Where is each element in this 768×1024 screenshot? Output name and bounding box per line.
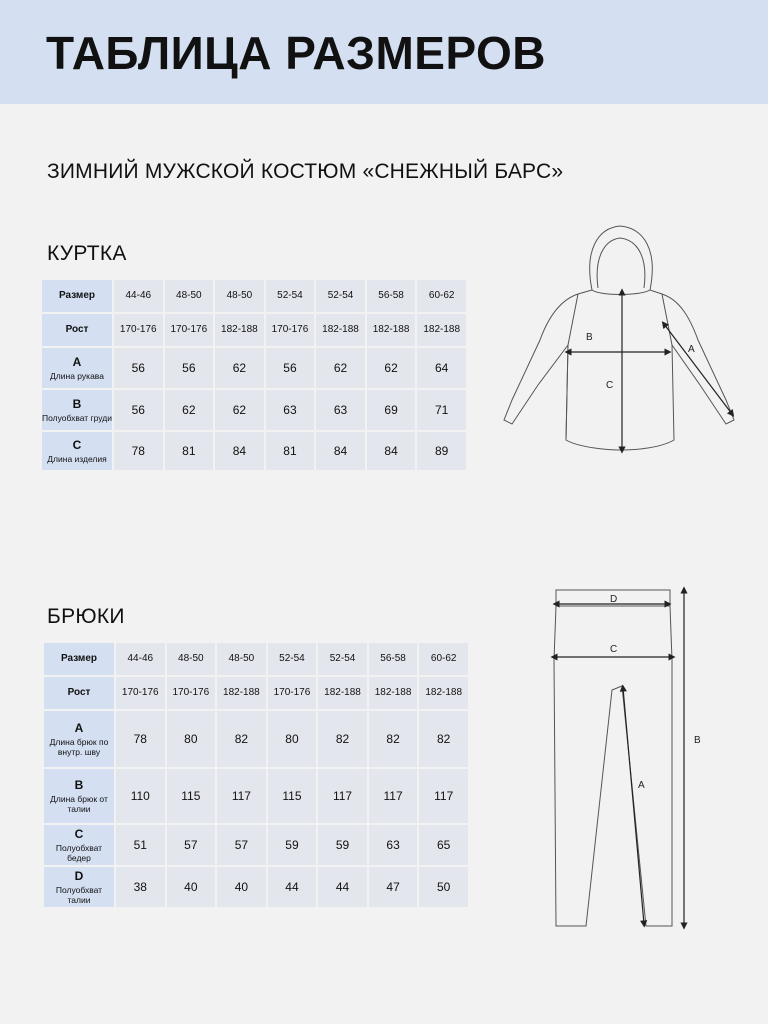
measure-letter: B <box>74 777 84 792</box>
pants-size-cell: 56-58 <box>369 643 418 675</box>
pants-line-a <box>623 688 644 924</box>
product-subtitle: ЗИМНИЙ МУЖСКОЙ КОСТЮМ «СНЕЖНЫЙ БАРС» <box>47 160 564 183</box>
jacket-value-cell: 56 <box>165 348 214 388</box>
pants-row-label <box>44 769 114 823</box>
measure-description: Полуобхват груди <box>42 413 112 424</box>
pants-value-cell: 117 <box>318 769 367 823</box>
measure-description: Полуобхват бедер <box>55 843 103 864</box>
pants-value-cell: 80 <box>268 711 317 767</box>
jacket-value-cell: 64 <box>417 348 466 388</box>
pants-value-cell: 50 <box>419 867 468 907</box>
jacket-value-cell: 81 <box>266 432 315 470</box>
jacket-value-cell: 62 <box>367 348 416 388</box>
pants-value-cell: 57 <box>167 825 216 865</box>
jacket-size-cell: 52-54 <box>266 280 315 312</box>
pants-size-cell: 44-46 <box>116 643 165 675</box>
jacket-value-cell: 81 <box>165 432 214 470</box>
jacket-outline <box>504 226 734 450</box>
pants-value-cell: 40 <box>167 867 216 907</box>
jacket-height-cell: 182-188 <box>215 314 264 346</box>
pants-value-cell: 63 <box>369 825 418 865</box>
jacket-value-cell: 84 <box>215 432 264 470</box>
pants-size-label: Размер <box>44 643 114 675</box>
jacket-size-cell: 48-50 <box>165 280 214 312</box>
pants-value-cell: 82 <box>419 711 468 767</box>
pants-label-c: C <box>610 644 618 655</box>
pants-outline <box>554 590 672 926</box>
measure-letter: A <box>72 354 82 369</box>
jacket-value-cell: 62 <box>165 390 214 430</box>
pants-value-cell: 117 <box>419 769 468 823</box>
jacket-value-cell: 62 <box>215 390 264 430</box>
jacket-value-cell: 62 <box>215 348 264 388</box>
measure-letter: C <box>74 826 84 841</box>
pants-value-cell: 57 <box>217 825 266 865</box>
pants-label-a: A <box>638 780 645 791</box>
pants-value-cell: 110 <box>116 769 165 823</box>
pants-value-cell: 44 <box>318 867 367 907</box>
pants-value-cell: 115 <box>167 769 216 823</box>
pants-measure-row-c <box>44 825 468 865</box>
pants-height-cell: 170-176 <box>268 677 317 709</box>
jacket-section-title: КУРТКА <box>47 242 127 265</box>
measure-description: Длина рукава <box>50 371 104 382</box>
measure-letter: A <box>74 720 84 735</box>
pants-height-row <box>44 677 468 709</box>
pants-value-cell: 82 <box>217 711 266 767</box>
jacket-label-c: C <box>606 380 614 391</box>
pants-value-cell: 47 <box>369 867 418 907</box>
pants-value-cell: 59 <box>268 825 317 865</box>
pants-value-cell: 65 <box>419 825 468 865</box>
measure-description: Длина изделия <box>47 454 107 465</box>
measure-description: Длина брюк по внутр. шву <box>49 737 109 758</box>
pants-label-d: D <box>610 594 618 605</box>
pants-height-cell: 182-188 <box>419 677 468 709</box>
pants-size-cell: 52-54 <box>318 643 367 675</box>
jacket-label-a: A <box>688 344 695 355</box>
pants-row-label <box>44 711 114 767</box>
jacket-value-cell: 71 <box>417 390 466 430</box>
pants-size-cell: 48-50 <box>217 643 266 675</box>
pants-row-label <box>44 867 114 907</box>
pants-value-cell: 44 <box>268 867 317 907</box>
jacket-value-cell: 84 <box>316 432 365 470</box>
pants-measure-row-b <box>44 769 468 823</box>
pants-label-b: B <box>694 735 701 746</box>
jacket-size-cell: 56-58 <box>367 280 416 312</box>
jacket-line-a <box>664 324 732 414</box>
jacket-value-cell: 56 <box>266 348 315 388</box>
jacket-height-label: Рост <box>42 314 112 346</box>
jacket-value-cell: 62 <box>316 348 365 388</box>
jacket-value-cell: 56 <box>114 390 163 430</box>
pants-value-cell: 82 <box>369 711 418 767</box>
pants-height-cell: 182-188 <box>217 677 266 709</box>
pants-value-cell: 117 <box>217 769 266 823</box>
jacket-height-cell: 170-176 <box>165 314 214 346</box>
measure-description: Полуобхват талии <box>55 885 103 906</box>
pants-size-cell: 60-62 <box>419 643 468 675</box>
jacket-size-cell: 48-50 <box>215 280 264 312</box>
pants-measure-row-a <box>44 711 468 767</box>
measure-letter: C <box>72 437 82 452</box>
jacket-height-cell: 170-176 <box>114 314 163 346</box>
pants-row-label <box>44 825 114 865</box>
pants-value-cell: 78 <box>116 711 165 767</box>
pants-height-label: Рост <box>44 677 114 709</box>
pants-value-cell: 51 <box>116 825 165 865</box>
pants-size-cell: 52-54 <box>268 643 317 675</box>
jacket-value-cell: 78 <box>114 432 163 470</box>
pants-height-cell: 182-188 <box>318 677 367 709</box>
jacket-value-cell: 63 <box>266 390 315 430</box>
pants-value-cell: 40 <box>217 867 266 907</box>
jacket-value-cell: 84 <box>367 432 416 470</box>
jacket-label-b: B <box>586 332 593 343</box>
pants-height-cell: 170-176 <box>116 677 165 709</box>
jacket-height-cell: 170-176 <box>266 314 315 346</box>
pants-measure-row-d <box>44 867 468 907</box>
pants-value-cell: 117 <box>369 769 418 823</box>
pants-size-cell: 48-50 <box>167 643 216 675</box>
jacket-value-cell: 56 <box>114 348 163 388</box>
pants-size-row <box>44 643 468 675</box>
pants-value-cell: 38 <box>116 867 165 907</box>
pants-value-cell: 115 <box>268 769 317 823</box>
jacket-height-cell: 182-188 <box>316 314 365 346</box>
jacket-size-cell: 60-62 <box>417 280 466 312</box>
pants-height-cell: 182-188 <box>369 677 418 709</box>
page-title: ТАБЛИЦА РАЗМЕРОВ <box>46 27 547 79</box>
jacket-size-cell: 44-46 <box>114 280 163 312</box>
pants-size-table <box>42 641 470 909</box>
jacket-size-cell: 52-54 <box>316 280 365 312</box>
pants-height-cell: 170-176 <box>167 677 216 709</box>
measure-letter: B <box>72 396 82 411</box>
jacket-value-cell: 69 <box>367 390 416 430</box>
pants-section-title: БРЮКИ <box>47 605 125 628</box>
measure-description: Длина брюк от талии <box>50 794 108 815</box>
pants-value-cell: 82 <box>318 711 367 767</box>
pants-value-cell: 80 <box>167 711 216 767</box>
pants-value-cell: 59 <box>318 825 367 865</box>
jacket-value-cell: 89 <box>417 432 466 470</box>
jacket-size-label: Размер <box>42 280 112 312</box>
jacket-height-cell: 182-188 <box>417 314 466 346</box>
jacket-height-cell: 182-188 <box>367 314 416 346</box>
jacket-value-cell: 63 <box>316 390 365 430</box>
measure-letter: D <box>74 868 84 883</box>
